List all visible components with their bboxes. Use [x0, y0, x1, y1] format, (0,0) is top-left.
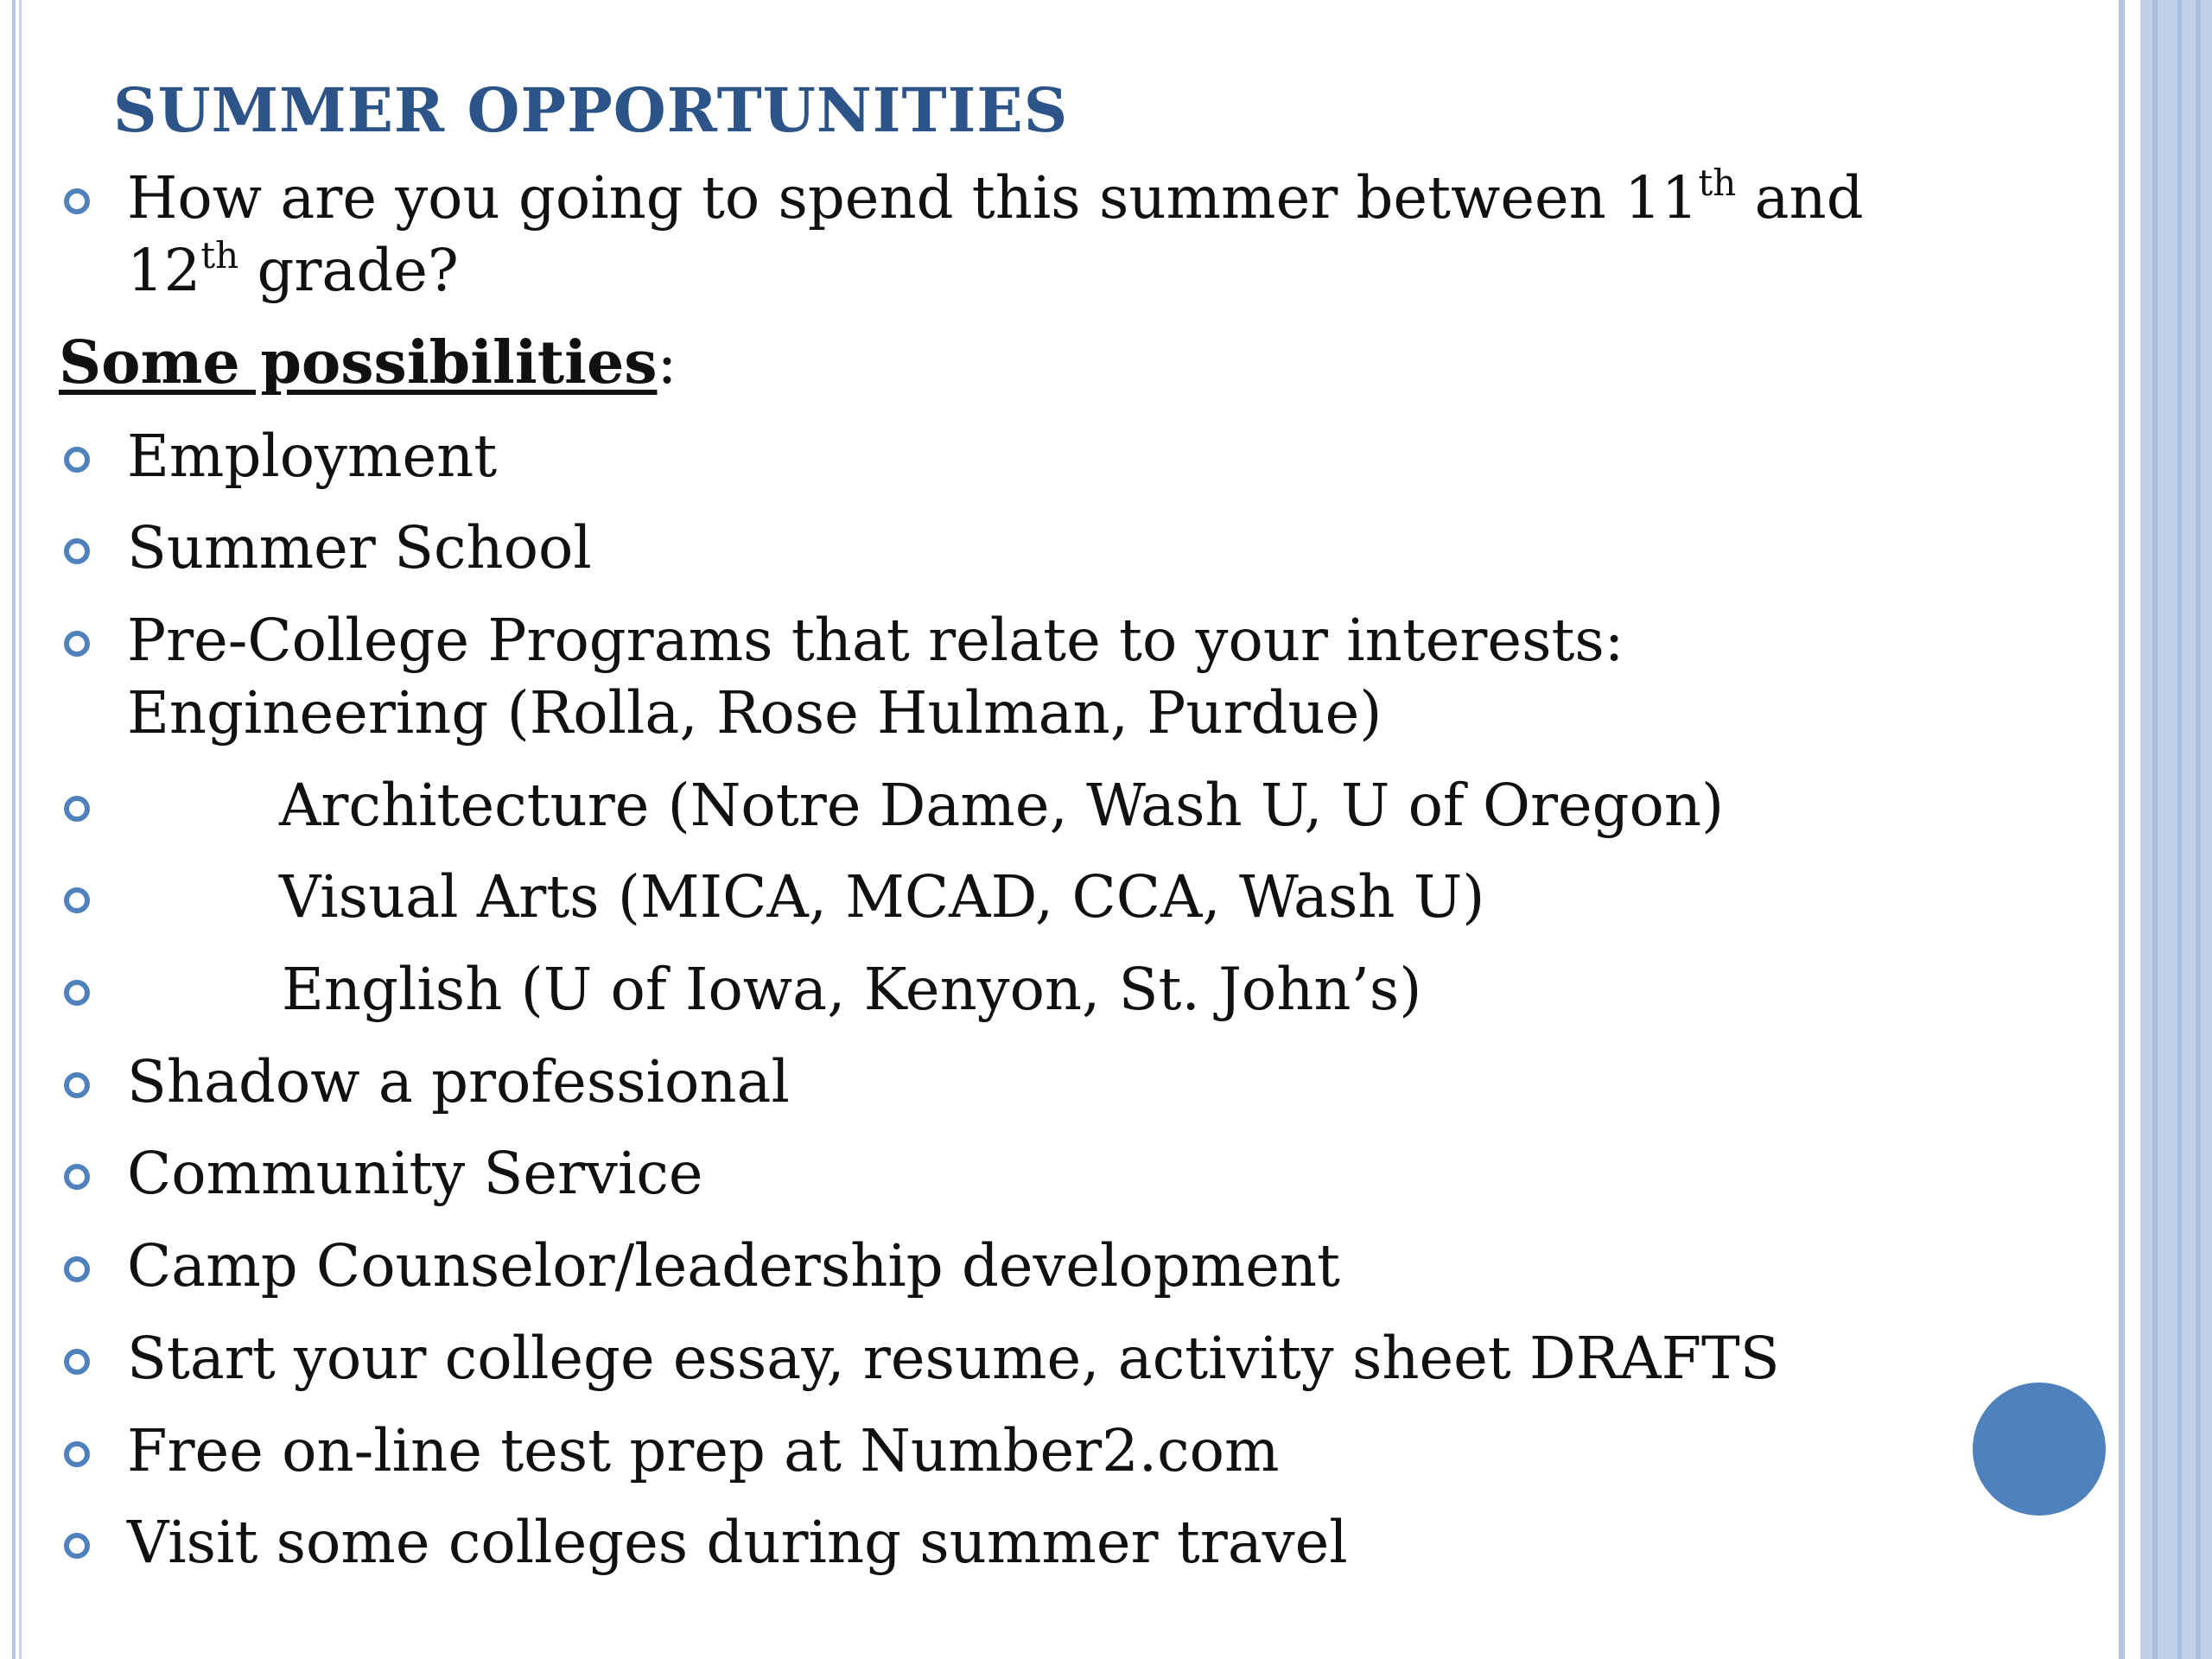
list-item-text: Visual Arts (MICA, MCAD, CCA, Wash U): [279, 863, 1485, 931]
possibilities-heading-text: Some possibilities: [59, 328, 658, 397]
frame-left-line-inner: [19, 0, 22, 1659]
frame-right-stripe: [2177, 0, 2182, 1659]
frame-right-band: [2140, 0, 2212, 1659]
intro-line2-after: grade?: [238, 237, 459, 304]
bullet-icon: [64, 447, 90, 473]
list-item-text: Visit some colleges during summer travel: [127, 1509, 1348, 1576]
bullet-icon: [64, 188, 90, 214]
list-item-text: Pre-College Programs that relate to your interests:: [127, 607, 1624, 674]
frame-left-line: [12, 0, 16, 1659]
bullet-icon: [64, 538, 90, 564]
intro-line1-sup: th: [1698, 162, 1737, 204]
list-item-text: Summer School: [127, 514, 592, 582]
intro-line1-text: How are you going to spend this summer between 11: [127, 164, 1699, 232]
intro-line2-sup: th: [200, 234, 239, 276]
possibilities-heading: [59, 327, 677, 400]
list-item-text: Architecture (Notre Dame, Wash U, U of Oregon): [279, 772, 1725, 839]
list-item-text: Community Service: [127, 1140, 703, 1207]
list-item-text: English (U of Iowa, Kenyon, St. John’s): [282, 956, 1422, 1023]
bullet-icon: [64, 1533, 90, 1559]
possibilities-heading-colon: :: [657, 329, 677, 397]
slide-title: SUMMER OPPORTUNITIES: [113, 74, 1069, 146]
intro-line2-number: 12: [127, 237, 201, 304]
bullet-icon: [64, 1164, 90, 1190]
bullet-icon: [64, 796, 90, 822]
bullet-icon: [64, 631, 90, 657]
decorative-circle: [1973, 1382, 2106, 1516]
frame-right-gap: [2125, 0, 2140, 1659]
list-item-text: Free on-line test prep at Number2.com: [127, 1417, 1280, 1484]
bullet-icon: [64, 1256, 90, 1282]
list-item-text: Camp Counselor/leadership development: [127, 1232, 1340, 1300]
bullet-icon: [64, 1441, 90, 1467]
frame-right-stripe: [2152, 0, 2158, 1659]
frame-right-line: [2119, 0, 2125, 1659]
list-item-text: Employment: [127, 423, 498, 490]
bullet-icon: [64, 980, 90, 1006]
intro-line1-after: and: [1736, 164, 1864, 232]
bullet-icon: [64, 887, 90, 913]
frame-right-stripe: [2196, 0, 2201, 1659]
list-item-text: Engineering (Rolla, Rose Hulman, Purdue): [127, 679, 1382, 747]
bullet-icon: [64, 1349, 90, 1375]
bullet-icon: [64, 1072, 90, 1098]
list-item-text: Shadow a professional: [127, 1048, 790, 1116]
list-item-text: Start your college essay, resume, activity sheet DRAFTS: [127, 1325, 1780, 1392]
